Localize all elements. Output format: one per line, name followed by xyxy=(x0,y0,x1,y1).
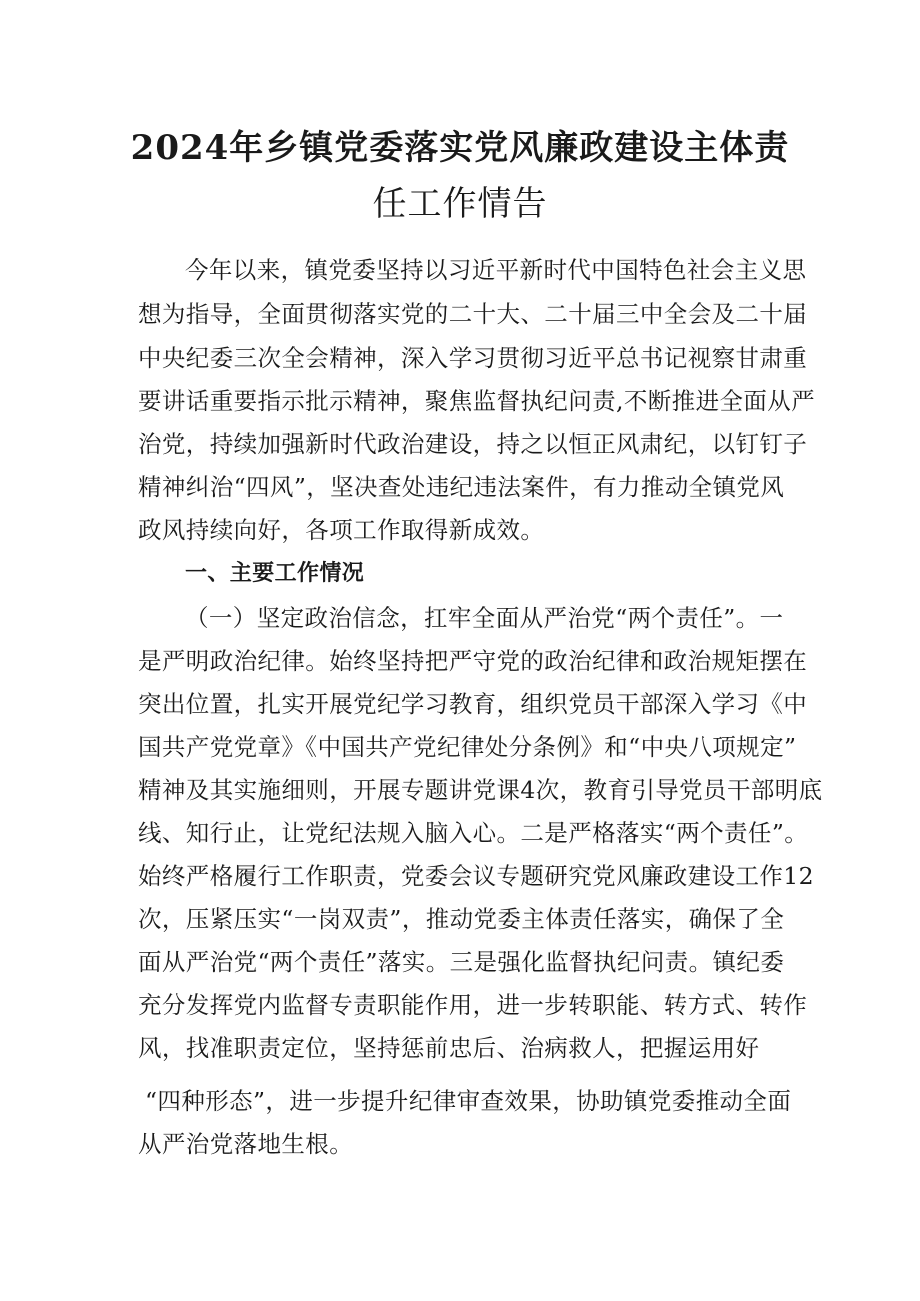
paragraph-line: 精神纠治“四风”，坚决查处违纪违法案件，有力推动全镇党风 xyxy=(138,473,785,501)
section-heading: 一、主要工作情况 xyxy=(185,561,365,586)
paragraph-line: 想为指导，全面贯彻落实党的二十大、二十届三中全会及二十届 xyxy=(138,300,808,328)
paragraph-line: 精神及其实施细则，开展专题讲党课4次，教育引导党员干部明底 xyxy=(138,776,823,804)
paragraph-line: 充分发挥党内监督专责职能作用，进一步转职能、转方式、转作 xyxy=(138,991,808,1019)
paragraph-line: “四种形态”，进一步提升纪律审查效果，协助镇党委推动全面 xyxy=(145,1087,792,1115)
paragraph-line: 从严治党落地生根。 xyxy=(138,1130,354,1158)
paragraph-line: （一）坚定政治信念，扛牢全面从严治党“两个责任”。一 xyxy=(185,604,784,632)
paragraph-line: 次，压紧压实“一岗双责”，推动党委主体责任落实，确保了全 xyxy=(138,905,785,933)
paragraph-line: 中央纪委三次全会精神，深入学习贯彻习近平总书记视察甘肃重 xyxy=(138,344,808,372)
document-title-line-1: 2024年乡镇党委落实党风廉政建设主体责 xyxy=(130,128,790,168)
paragraph-line: 是严明政治纪律。始终坚持把严守党的政治纪律和政治规矩摆在 xyxy=(138,647,808,675)
paragraph-line: 线、知行止，让党纪法规入脑入心。二是严格落实“两个责任”。 xyxy=(138,819,809,847)
paragraph-line: 国共产党党章》《中国共产党纪律处分条例》和“中央八项规定” xyxy=(138,733,797,761)
paragraph-line: 突出位置，扎实开展党纪学习教育，组织党员干部深入学习《中 xyxy=(138,690,808,718)
paragraph-line: 今年以来，镇党委坚持以习近平新时代中国特色社会主义思 xyxy=(185,256,807,284)
document-title-line-2: 任工作情告 xyxy=(372,184,548,224)
paragraph-line: 风，找准职责定位，坚持惩前忠后、治病救人，把握运用好 xyxy=(138,1034,760,1062)
paragraph-line: 政风持续向好，各项工作取得新成效。 xyxy=(138,516,545,544)
paragraph-line: 治党，持续加强新时代政治建设，持之以恒正风肃纪，以钉钉子 xyxy=(138,430,808,458)
paragraph-line: 始终严格履行工作职责，党委会议专题研究党风廉政建设工作12 xyxy=(138,862,815,890)
paragraph-line: 要讲话重要指示批示精神，聚焦监督执纪问责,不断推进全面从严 xyxy=(138,387,816,415)
paragraph-line: 面从严治党“两个责任”落实。三是强化监督执纪问责。镇纪委 xyxy=(138,948,785,976)
